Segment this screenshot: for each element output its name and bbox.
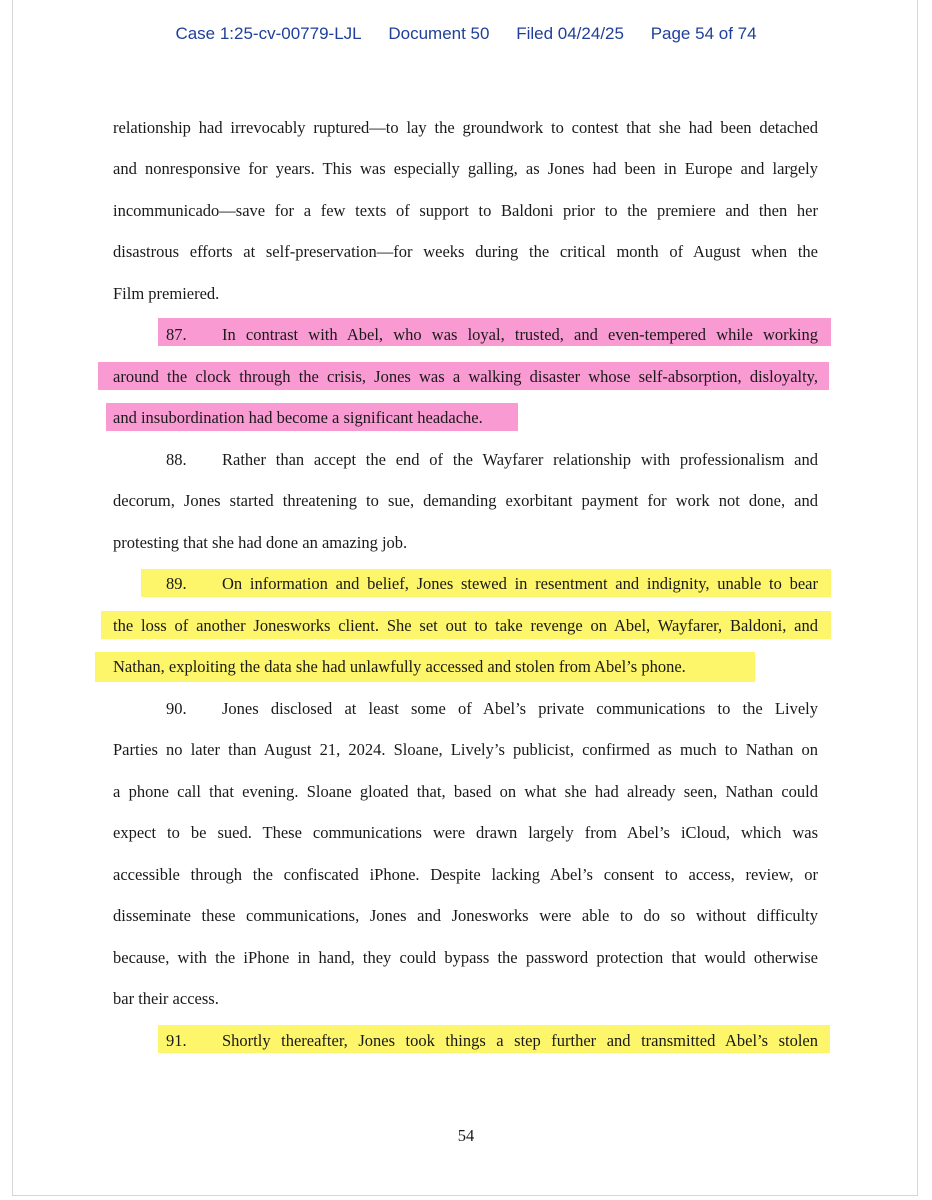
paragraph-90-line-1: Jones disclosed at least some of Abel’s private communications to the Lively: [222, 699, 818, 718]
paragraph-91-first-line: [166, 1031, 818, 1051]
page-count: Page 54 of 74: [650, 24, 757, 43]
paragraph-number-90: 90.: [166, 699, 187, 718]
paragraph-90-first-line: [166, 699, 818, 719]
page-number-footer: 54: [457, 1126, 475, 1145]
paragraph-87-line-2: around the clock through the crisis, Jones was a walking disaster whose self-absorption, disloyalty,: [113, 367, 818, 386]
case-header: [0, 24, 932, 44]
paragraph-89-line-3: Nathan, exploiting the data she had unlawfully accessed and stolen from Abel’s phone.: [113, 657, 686, 676]
paragraph-89-line-2: the loss of another Jonesworks client. She set out to take revenge on Abel, Wayfarer, Baldoni, and: [113, 616, 818, 635]
paragraph-87-line-3: and insubordination had become a significant headache.: [113, 408, 483, 427]
paragraph-87-first-line: [166, 325, 818, 345]
filed-date: Filed 04/24/25: [516, 24, 624, 43]
paragraph-87-line-1: In contrast with Abel, who was loyal, trusted, and even-tempered while working: [222, 325, 818, 344]
intro-line-4: disastrous efforts at self-preservation—for weeks during the critical month of August when the: [113, 242, 818, 261]
paragraph-90-line-7: because, with the iPhone in hand, they could bypass the password protection that would otherwise: [113, 948, 818, 967]
intro-line-1: relationship had irrevocably ruptured—to lay the groundwork to contest that she had been detached: [113, 118, 818, 137]
paragraph-89-line-1: On information and belief, Jones stewed in resentment and indignity, unable to bear: [222, 574, 818, 593]
intro-line-3: incommunicado—save for a few texts of support to Baldoni prior to the premiere and then her: [113, 201, 818, 220]
paragraph-number-88: 88.: [166, 450, 187, 469]
paragraph-88-line-1: Rather than accept the end of the Wayfarer relationship with professionalism and: [222, 450, 818, 469]
paragraph-90-line-4: expect to be sued. These communications were drawn largely from Abel’s iCloud, which was: [113, 823, 818, 842]
document-number: Document 50: [388, 24, 490, 43]
intro-line-5: Film premiered.: [113, 284, 220, 303]
case-number: Case 1:25-cv-00779-LJL: [175, 24, 362, 43]
paragraph-91-line-1: Shortly thereafter, Jones took things a step further and transmitted Abel’s stolen: [222, 1031, 818, 1050]
paragraph-88-line-2: decorum, Jones started threatening to sue, demanding exorbitant payment for work not done, and: [113, 491, 818, 510]
paragraph-90-line-3: a phone call that evening. Sloane gloated that, based on what she had already seen, Nathan could: [113, 782, 818, 801]
page-border: [12, 0, 918, 1196]
paragraph-number-87: 87.: [166, 325, 187, 344]
paragraph-89-first-line: [166, 574, 818, 594]
paragraph-88-first-line: [166, 450, 818, 470]
paragraph-90-line-5: accessible through the confiscated iPhone. Despite lacking Abel’s consent to access, review, or: [113, 865, 818, 884]
paragraph-88-line-3: protesting that she had done an amazing job.: [113, 533, 408, 552]
paragraph-90-line-6: disseminate these communications, Jones and Jonesworks were able to do so without difficulty: [113, 906, 818, 925]
paragraph-number-89: 89.: [166, 574, 187, 593]
intro-line-2: and nonresponsive for years. This was especially galling, as Jones had been in Europe and largely: [113, 159, 818, 178]
paragraph-90-line-2: Parties no later than August 21, 2024. Sloane, Lively’s publicist, confirmed as much to Nathan on: [113, 740, 818, 759]
paragraph-90-line-8: bar their access.: [113, 989, 219, 1008]
paragraph-number-91: 91.: [166, 1031, 187, 1050]
